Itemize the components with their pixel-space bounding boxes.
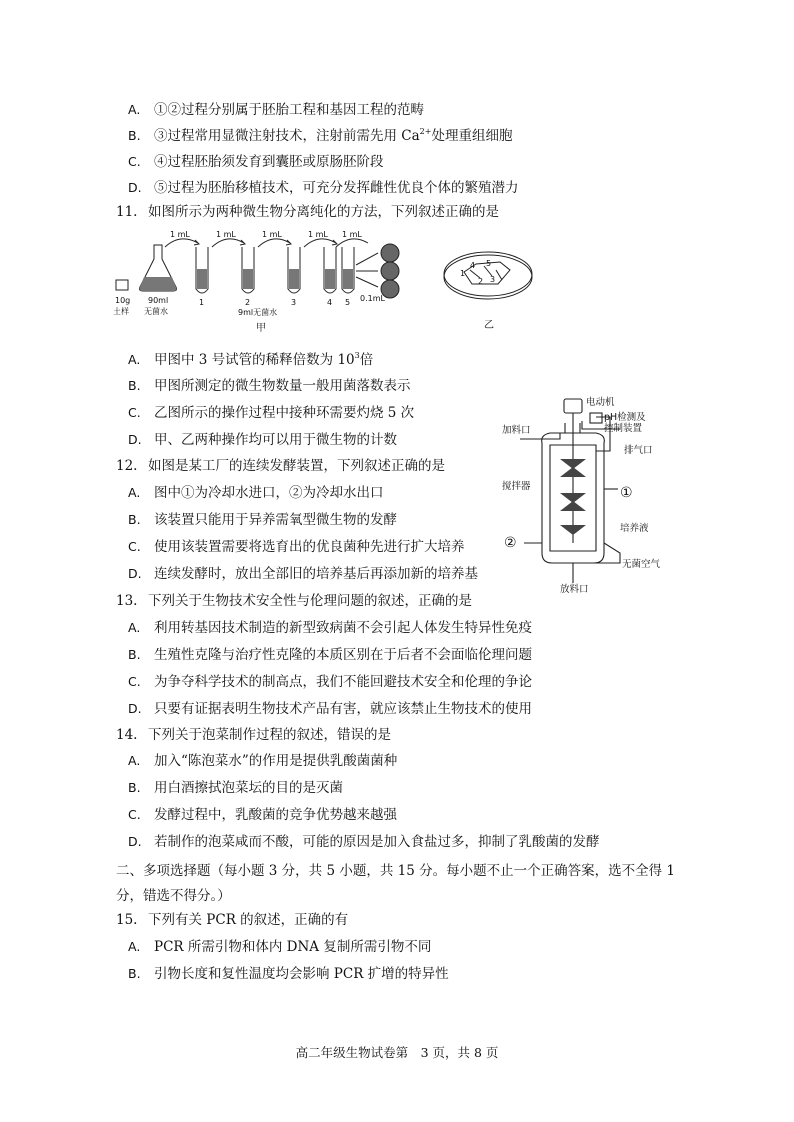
q12-option-c: C. 使用该装置需要将选育出的优良菌种先进行扩大培养 [128, 539, 465, 555]
q11-option-d: D. 甲、乙两种操作均可以用于微生物的计数 [128, 432, 397, 448]
q10-option-b: B. ③过程常用显微注射技术，注射前需先用 $Ca^{2+}$处理重组细胞 [128, 127, 513, 144]
water-volume-label: 90ml [148, 296, 169, 305]
transfer-arrow-3 [258, 239, 290, 247]
q14-stem: 14. 下列关于泡菜制作过程的叙述，错误的是 [116, 727, 391, 743]
exhaust-label: 排气口 [624, 445, 653, 456]
q11-figure-jia [110, 225, 420, 337]
ph-label-1: pH检测及 [604, 412, 646, 423]
q10-option-d: D. ⑤过程为胚胎移植技术，可充分发挥雌性优良个体的繁殖潜力 [128, 180, 519, 196]
q12-fermenter-figure [500, 393, 700, 593]
region-4-label: 4 [470, 261, 476, 270]
sample-label: 土样 [113, 307, 129, 316]
q13-option-d: D. 只要有证据表明生物技术产品有害，就应该禁止生物技术的使用 [128, 701, 532, 717]
q15-option-a: A. PCR 所需引物和体内 DNA 复制所需引物不同 [128, 939, 432, 955]
water-label: 无菌水 [144, 307, 168, 316]
feed-label: 加料口 [502, 425, 531, 436]
ph-label-2: 控制装置 [604, 423, 643, 434]
tube-water-label: 9ml无菌水 [238, 308, 278, 317]
q11-option-c: C. 乙图所示的操作过程中接种环需要灼烧 5 次 [128, 405, 415, 421]
plate-arrow-1 [356, 253, 378, 265]
sample-mass-label: 10g [115, 296, 131, 305]
transfer-label-4: 1 mL [308, 230, 328, 239]
tube-4-label: 4 [327, 298, 333, 307]
medium-label: 培养液 [620, 523, 649, 534]
transfer-arrow-4 [304, 239, 336, 247]
q12-option-a: A. 图中①为冷却水进口，②为冷却水出口 [128, 485, 384, 501]
tube-1-label: 1 [199, 298, 205, 307]
q12-stem: 12. 如图是某工厂的连续发酵装置，下列叙述正确的是 [116, 458, 445, 474]
ph-control-icon [590, 413, 602, 423]
motor-label: 电动机 [586, 397, 615, 408]
figure-jia-caption: 甲 [256, 323, 266, 334]
plate-2-icon [381, 262, 399, 280]
tube-2-label: 2 [245, 298, 251, 307]
tube-5-label: 5 [345, 298, 351, 307]
q14-option-b: B. 用白酒擦拭泡菜坛的目的是灭菌 [128, 780, 343, 796]
transfer-label-3: 1 mL [262, 230, 282, 239]
inlet-1-mark: ① [620, 485, 633, 501]
transfer-arrow-1 [165, 239, 198, 247]
transfer-label-1: 1 mL [170, 230, 190, 239]
plate-1-icon [381, 244, 399, 262]
q12-option-d: D. 连续发酵时，放出全部旧的培养基后再添加新的培养基 [128, 566, 478, 582]
tube-3-label: 3 [291, 298, 297, 307]
q10-option-c: C. ④过程胚胎须发育到囊胚或原肠胚阶段 [128, 154, 384, 170]
q14-option-d: D. 若制作的泡菜咸而不酸，可能的原因是加入食盐过多，抑制了乳酸菌的发酵 [128, 834, 600, 850]
page-footer: 高二年级生物试卷第 3 页，共 8 页 [295, 1045, 499, 1060]
section-2-heading-line-2: 分，错选不得分。） [116, 888, 231, 904]
region-2-label: 2 [478, 277, 484, 286]
plate-arrow-3 [356, 277, 378, 287]
q15-stem: 15. 下列有关 PCR 的叙述，正确的有 [116, 912, 349, 928]
transfer-label-5: 1 mL [342, 230, 362, 239]
inlet-2-mark: ② [504, 535, 517, 551]
air-label: 无菌空气 [622, 559, 661, 570]
q15-option-b: B. 引物长度和复性温度均会影响 PCR 扩增的特异性 [128, 966, 449, 982]
transfer-arrow-5 [336, 239, 368, 247]
q14-option-a: A. 加入“陈泡菜水”的作用是提供乳酸菌菌种 [128, 753, 398, 769]
q12-option-b: B. 该装置只能用于异养需氧型微生物的发酵 [128, 512, 397, 528]
q13-option-a: A. 利用转基因技术制造的新型致病菌不会引起人体发生特异性免疫 [128, 620, 532, 636]
region-5-label: 5 [486, 259, 492, 268]
q11-stem: 11. 如图所示为两种微生物分离纯化的方法，下列叙述正确的是 [116, 204, 499, 220]
region-1-label: 1 [460, 269, 466, 278]
stirrer-label: 搅拌器 [502, 481, 531, 492]
q11-option-a: A. 甲图中 3 号试管的稀释倍数为 $10^3$倍 [128, 351, 374, 368]
drain-label: 放料口 [560, 584, 589, 593]
plate-volume-label: 0.1mL [360, 294, 385, 303]
q13-option-b: B. 生殖性克隆与治疗性克隆的本质区别在于后者不会面临伦理问题 [128, 647, 532, 663]
soil-sample-icon [116, 280, 128, 290]
q11-option-b: B. 甲图所测定的微生物数量一般用菌落数表示 [128, 378, 411, 394]
q13-stem: 13. 下列关于生物技术安全性与伦理问题的叙述，正确的是 [116, 593, 472, 609]
q10-option-a: A. ①②过程分别属于胚胎工程和基因工程的范畴 [128, 102, 424, 118]
air-pipe [560, 543, 620, 563]
transfer-label-2: 1 mL [216, 230, 236, 239]
figure-yi-caption: 乙 [484, 320, 494, 331]
transfer-arrow-2 [212, 239, 244, 247]
section-2-heading-line-1: 二、多项选择题（每小题 3 分，共 5 小题，共 15 分。每小题不止一个正确答案，选不全得 1 [116, 863, 675, 879]
q13-option-c: C. 为争夺科学技术的制高点，我们不能回避技术安全和伦理的争论 [128, 674, 532, 690]
q14-option-c: C. 发酵过程中，乳酸菌的竞争优势越来越强 [128, 807, 397, 823]
region-3-label: 3 [490, 275, 496, 284]
motor-icon [564, 399, 582, 413]
q11-figure-yi [440, 240, 540, 338]
